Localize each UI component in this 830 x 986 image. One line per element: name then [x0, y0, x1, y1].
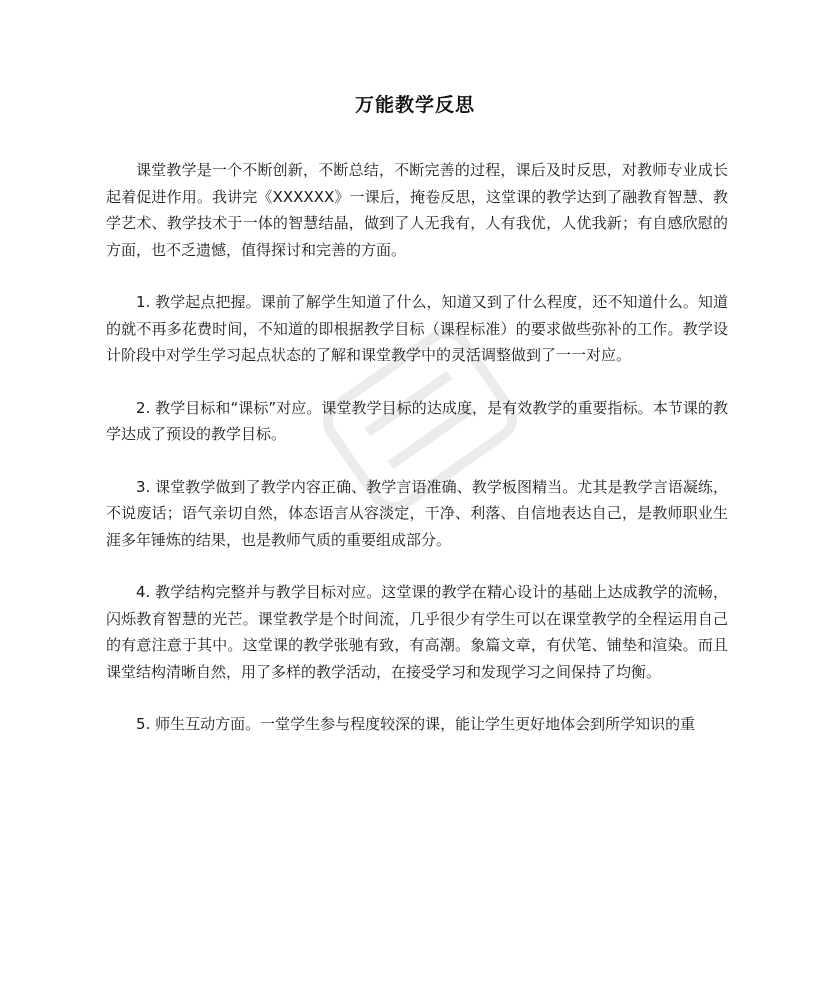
paragraph-5: 5. 师生互动方面。一堂学生参与程度较深的课，能让学生更好地体会到所学知识的重 [136, 715, 696, 733]
paragraph-4: 4. 教学结构完整并与教学目标对应。这堂课的教学在精心设计的基础上达成教学的流畅，闪烁教育智慧的光芒。课堂教学是个时间流，几乎很少有学生可以在课堂教学的全程运用自己的有意注意于其中。这堂课的教学张驰有致，有高潮。象篇文章，有伏笔、铺垫和渲染。而且课堂结构清晰自然，用了多样的教学活动，在接受学习和发现学习之间保持了均衡。 [106, 583, 728, 681]
intro-paragraph: 课堂教学是一个不断创新，不断总结，不断完善的过程，课后及时反思，对教师专业成长起着促进作用。我讲完《XXXXXX》一课后，掩卷反思，这堂课的教学达到了融教育智慧、教学艺术、教学技术于一体的智慧结晶，做到了人无我有，人有我优，人优我新；有自感欣慰的方面，也不乏遗憾，值得探讨和完善的方面。 [106, 161, 728, 259]
page-title: 万能教学反思 [354, 94, 475, 116]
paragraph-3: 3. 课堂教学做到了教学内容正确、教学言语准确、教学板图精当。尤其是教学言语凝练，不说废话；语气亲切自然，体态语言从容淡定，干净、利落、自信地表达自己，是教师职业生涯多年锤炼的结果，也是教师气质的重要组成部分。 [106, 477, 728, 549]
document-body [106, 157, 728, 764]
paragraph-1: 1. 教学起点把握。课前了解学生知道了什么，知道又到了什么程度，还不知道什么。知道的就不再多花费时间，不知道的即根据教学目标（课程标准）的要求做些弥补的工作。教学设计阶段中对学生学习起点状态的了解和课堂教学中的灵活调整做到了一一对应。 [106, 293, 728, 364]
paragraph-2: 2. 教学目标和“课标”对应。课堂教学目标的达成度，是有效教学的重要指标。本节课的教学达成了预设的教学目标。 [106, 398, 728, 443]
